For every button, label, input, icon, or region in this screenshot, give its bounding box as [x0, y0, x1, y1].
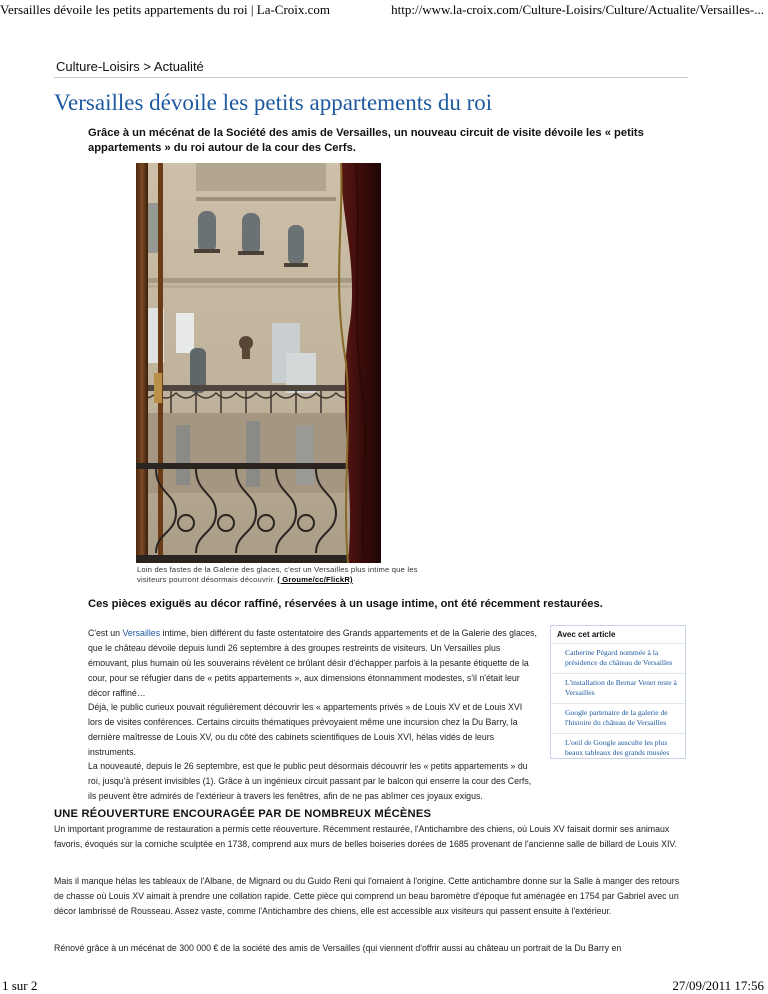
breadcrumb — [56, 59, 204, 74]
para1-text-end: intime, bien différent du faste ostentatoire des Grands appartements et de la Galerie des glaces, que le château dévoile depuis lundi 26 septembre à des groupes restreints de visiteurs. Un Versailles plus émouvant, plus humain où les souverains révèlent ce brûlant désir d'échapper parfois à la pesante étiquette de la cour, pour se réfugier dans de « petits appartements », aux dimensions étonnamment modestes, s'il n'était leur décor raffiné… — [88, 628, 537, 698]
versailles-link[interactable]: Versailles — [122, 628, 161, 638]
print-header-title: Versailles dévoile les petits appartements du roi | La-Croix.com — [0, 2, 331, 17]
article-paragraph-4: Un important programme de restauration a permis cette réouverture. Récemment restaurée, l'Antichambre des chiens, où Louis XV faisait dormir ses animaux favoris, évoqués sur la corniche sculptée en 1738, comprend aux murs de belles boiseries dorées de 1685 provenant de l'ancienne salle de billard de Louis XIV. — [54, 824, 677, 849]
photo-caption — [137, 565, 437, 585]
article-subhead: Ces pièces exiguës au décor raffiné, réservées à un usage intime, ont été récemment restaurées. — [88, 598, 603, 610]
versailles-window-photo — [136, 163, 381, 563]
print-footer — [0, 978, 768, 994]
related-article-link[interactable]: L'oeil de Google ausculte les plus beaux tableaux des grands musées — [551, 733, 685, 763]
print-footer-datetime: 27/09/2011 17:56 — [672, 978, 764, 993]
header-divider — [54, 77, 688, 78]
para1-text-start: C'est un — [88, 628, 123, 638]
article-lead: Grâce à un mécénat de la Société des amis de Versailles, un nouveau circuit de visite dévoile les « petits appartements » du roi autour de la cour des Cerfs. — [88, 127, 644, 154]
photo-credit-link[interactable]: ( Groume/cc/FlickR) — [277, 575, 353, 584]
breadcrumb-section-link[interactable]: Culture-Loisirs — [56, 59, 140, 74]
related-articles-heading: Avec cet article — [557, 630, 616, 639]
breadcrumb-subsection-link[interactable]: Actualité — [153, 59, 204, 74]
article-paragraph-3: La nouveauté, depuis le 26 septembre, est que le public peut désormais découvrir les « petits appartements » du roi, jusqu'à présent invisibles (1). Grâce à un ingénieux circuit passant par le balcon qui enserre la cour des Cerfs, ils peuvent être admirés de l'extérieur à travers les fenêtres, afin de ne pas abîmer ces joyaux exigus. — [88, 761, 532, 801]
related-article-link[interactable]: L'installation de Bernar Venet reste à Versailles — [551, 673, 685, 703]
print-header-url: http://www.la-croix.com/Culture-Loisirs/Culture/Actualite/Versailles-... — [391, 2, 764, 17]
article-title: Versailles dévoile les petits appartements du roi — [54, 90, 493, 115]
article-paragraph-5: Mais il manque hélas les tableaux de l'Albane, de Mignard ou du Guido Reni qui l'ornaient à l'origine. Cette antichambre donne sur la Salle à manger des retours de chasse où Louis XV aimait à prendre une collation rapide. Cette pièce qui comprend un beau baromètre d'époque fut aménagée en 1754 par Gabriel avec un décor lambrissé de Rousseau. Assez vaste, comme l'Antichambre des chiens, elle est accessible aux visiteurs qui passent ensuite à l'extérieur. — [54, 876, 680, 916]
related-articles-box — [550, 625, 686, 759]
related-article-link[interactable]: Google partenaire de la galerie de l'histoire du château de Versailles — [551, 703, 685, 733]
related-article-link[interactable]: Catherine Pégard nommée à la présidence du château de Versailles — [551, 643, 685, 673]
article-paragraph-1 — [88, 626, 538, 701]
article-paragraph-6: Rénové grâce à un mécénat de 300 000 € de la société des amis de Versailles (qui viennent d'offrir aussi au château un portrait de la Du Barry en — [54, 943, 622, 953]
print-header — [0, 2, 768, 18]
breadcrumb-separator: > — [139, 59, 154, 74]
article-photo[interactable] — [136, 163, 381, 563]
photo-caption-text: Loin des fastes de la Galerie des glaces, c'est un Versailles plus intime que les visiteurs pourront désormais découvrir. — [137, 565, 418, 584]
print-footer-page: 1 sur 2 — [2, 978, 38, 993]
article-paragraph-2: Déjà, le public curieux pouvait régulièrement découvrir les « appartements privés » de Louis XV et de Louis XVI lors de visites conférences. Certains circuits thématiques prévoyaient même une incursion chez la Du Barry, la dernière maîtresse de Louis XV, ou du côté des cabinets scientifiques de Louis XVI, hélas vidés de leurs instruments. — [88, 702, 523, 757]
section-heading: UNE RÉOUVERTURE ENCOURAGÉE PAR DE NOMBREUX MÉCÈNES — [54, 808, 432, 820]
